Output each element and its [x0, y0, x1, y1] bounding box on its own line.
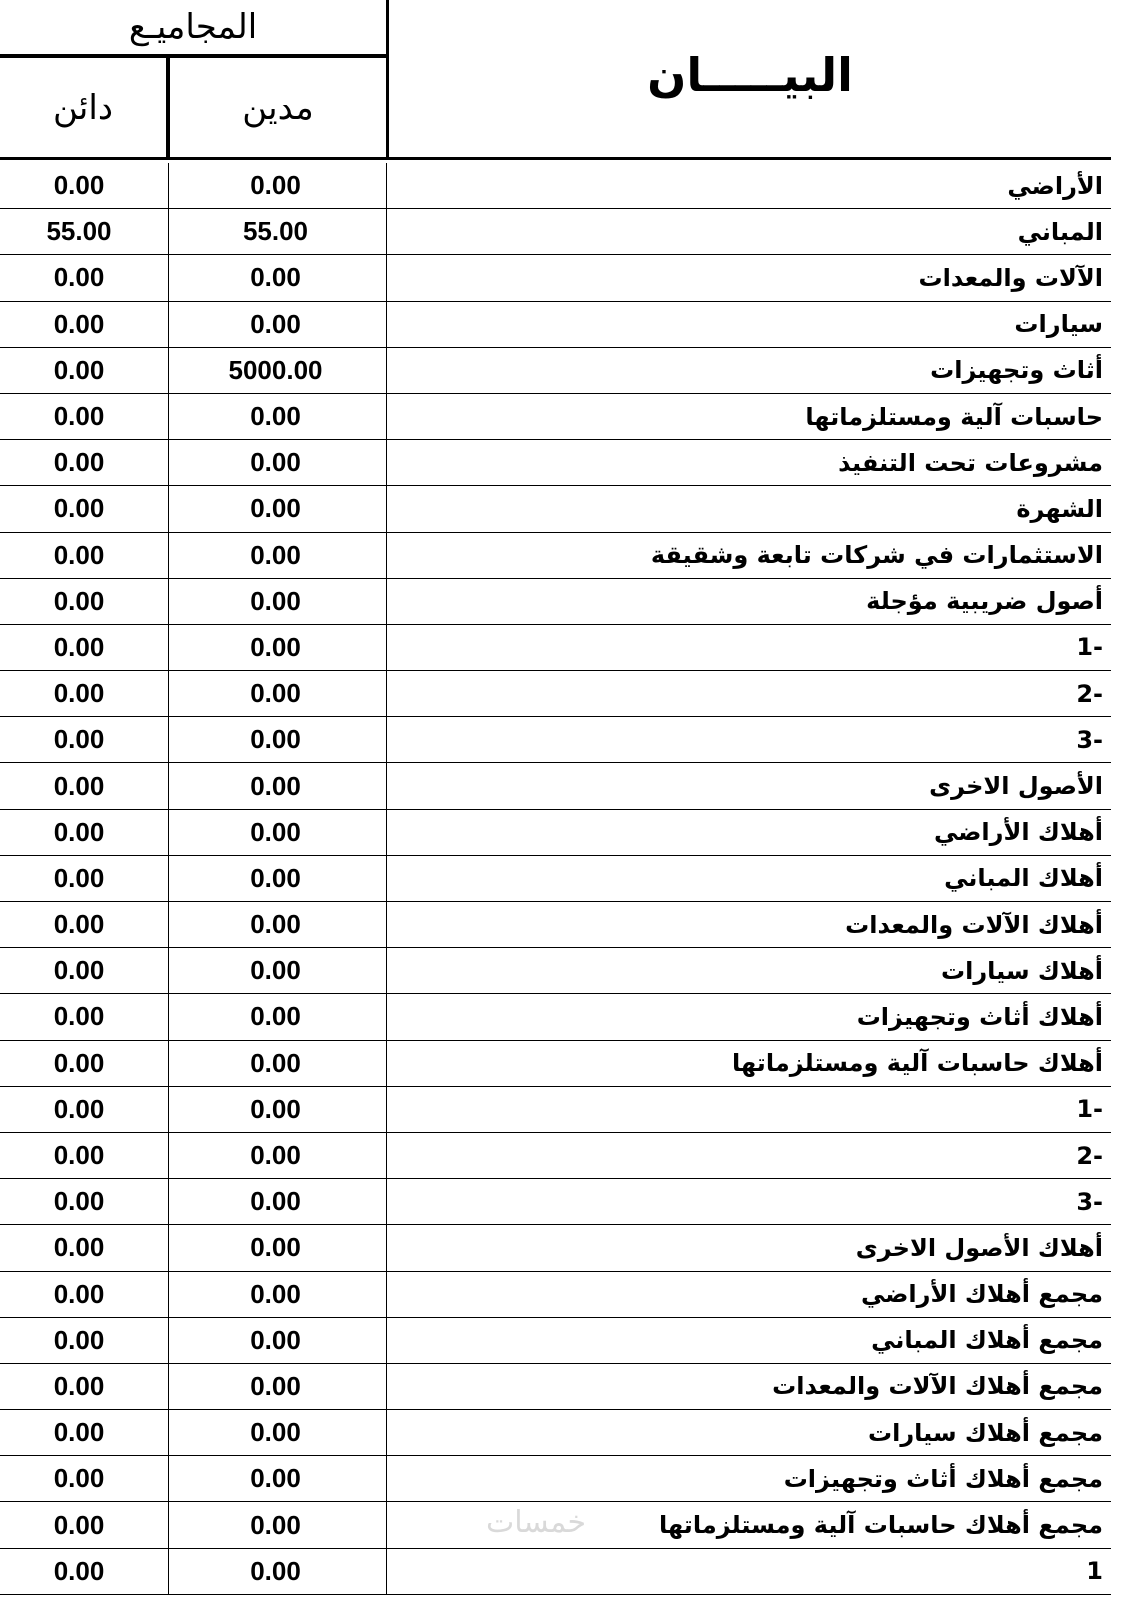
debit-cell[interactable]: 0.00	[168, 902, 386, 948]
credit-cell[interactable]: 0.00	[0, 1133, 168, 1179]
debit-cell[interactable]: 0.00	[168, 579, 386, 625]
table-row	[0, 209, 1111, 255]
credit-cell[interactable]: 0.00	[0, 671, 168, 717]
description-cell[interactable]: -1	[386, 1087, 1111, 1133]
description-cell[interactable]: أهلاك أثاث وتجهيزات	[386, 994, 1111, 1040]
description-cell[interactable]: أهلاك الآلات والمعدات	[386, 902, 1111, 948]
debit-cell[interactable]: 0.00	[168, 994, 386, 1040]
credit-cell[interactable]: 0.00	[0, 394, 168, 440]
credit-cell[interactable]: 0.00	[0, 1364, 168, 1410]
debit-cell[interactable]: 0.00	[168, 810, 386, 856]
description-cell[interactable]: أصول ضريبية مؤجلة	[386, 579, 1111, 625]
table-row	[0, 810, 1111, 856]
debit-cell[interactable]: 0.00	[168, 302, 386, 348]
description-cell[interactable]: -2	[386, 1133, 1111, 1179]
credit-cell[interactable]: 0.00	[0, 255, 168, 301]
credit-cell[interactable]: 0.00	[0, 1410, 168, 1456]
debit-cell[interactable]: 0.00	[168, 486, 386, 532]
credit-cell[interactable]: 0.00	[0, 579, 168, 625]
table-body	[0, 163, 1111, 1595]
description-cell[interactable]: مجمع أهلاك أثاث وتجهيزات	[386, 1456, 1111, 1502]
description-cell[interactable]: -3	[386, 717, 1111, 763]
credit-cell[interactable]: 0.00	[0, 163, 168, 209]
debit-cell[interactable]: 0.00	[168, 1133, 386, 1179]
description-cell[interactable]: -3	[386, 1179, 1111, 1225]
debit-header: مدين	[166, 58, 386, 160]
debit-cell[interactable]: 0.00	[168, 671, 386, 717]
credit-cell[interactable]: 0.00	[0, 1318, 168, 1364]
credit-cell[interactable]: 0.00	[0, 1502, 168, 1548]
debit-cell[interactable]: 0.00	[168, 1364, 386, 1410]
description-cell[interactable]: -2	[386, 671, 1111, 717]
table-row	[0, 763, 1111, 809]
description-cell[interactable]: أهلاك حاسبات آلية ومستلزماتها	[386, 1041, 1111, 1087]
table-row	[0, 671, 1111, 717]
table-row	[0, 1179, 1111, 1225]
description-cell[interactable]: 1	[386, 1549, 1111, 1595]
description-header: البيـــــان	[386, 0, 1111, 160]
debit-cell[interactable]: 0.00	[168, 255, 386, 301]
credit-cell[interactable]: 0.00	[0, 1179, 168, 1225]
table-row	[0, 1133, 1111, 1179]
debit-cell[interactable]: 0.00	[168, 717, 386, 763]
debit-cell[interactable]: 0.00	[168, 1041, 386, 1087]
description-cell[interactable]: الآلات والمعدات	[386, 255, 1111, 301]
credit-cell[interactable]: 0.00	[0, 440, 168, 486]
table-row	[0, 1410, 1111, 1456]
description-cell[interactable]: الاستثمارات في شركات تابعة وشقيقة	[386, 533, 1111, 579]
credit-cell[interactable]: 0.00	[0, 994, 168, 1040]
credit-cell[interactable]: 0.00	[0, 902, 168, 948]
credit-cell[interactable]: 0.00	[0, 302, 168, 348]
description-cell[interactable]: أهلاك المباني	[386, 856, 1111, 902]
credit-cell[interactable]: 0.00	[0, 1549, 168, 1595]
debit-cell[interactable]: 5000.00	[168, 348, 386, 394]
table-row	[0, 717, 1111, 763]
description-cell[interactable]: أهلاك سيارات	[386, 948, 1111, 994]
debit-cell[interactable]: 0.00	[168, 394, 386, 440]
credit-cell[interactable]: 0.00	[0, 1041, 168, 1087]
description-cell[interactable]: مجمع أهلاك المباني	[386, 1318, 1111, 1364]
debit-cell[interactable]: 0.00	[168, 1318, 386, 1364]
credit-cell[interactable]: 0.00	[0, 1225, 168, 1271]
credit-cell[interactable]: 0.00	[0, 486, 168, 532]
credit-cell[interactable]: 0.00	[0, 856, 168, 902]
description-cell[interactable]: مجمع أهلاك الأراضي	[386, 1272, 1111, 1318]
description-cell[interactable]: مجمع أهلاك الآلات والمعدات	[386, 1364, 1111, 1410]
credit-cell[interactable]: 0.00	[0, 763, 168, 809]
debit-cell[interactable]: 0.00	[168, 1225, 386, 1271]
description-cell[interactable]: المباني	[386, 209, 1111, 255]
description-cell[interactable]: مشروعات تحت التنفيذ	[386, 440, 1111, 486]
table-row	[0, 394, 1111, 440]
credit-header: دائن	[0, 58, 166, 160]
table-row	[0, 348, 1111, 394]
description-cell[interactable]: سيارات	[386, 302, 1111, 348]
description-cell[interactable]: حاسبات آلية ومستلزماتها	[386, 394, 1111, 440]
description-cell[interactable]: -1	[386, 625, 1111, 671]
description-cell[interactable]: أهلاك الأصول الاخرى	[386, 1225, 1111, 1271]
debit-cell[interactable]: 0.00	[168, 533, 386, 579]
totals-header: المجاميـع	[0, 0, 386, 58]
table-row	[0, 902, 1111, 948]
debit-cell[interactable]: 0.00	[168, 763, 386, 809]
debit-cell[interactable]: 0.00	[168, 948, 386, 994]
table-row	[0, 533, 1111, 579]
debit-cell[interactable]: 0.00	[168, 625, 386, 671]
table-row	[0, 302, 1111, 348]
debit-cell[interactable]: 0.00	[168, 1456, 386, 1502]
credit-cell[interactable]: 0.00	[0, 625, 168, 671]
credit-cell[interactable]: 0.00	[0, 1456, 168, 1502]
credit-cell[interactable]: 0.00	[0, 533, 168, 579]
table-row	[0, 255, 1111, 301]
table-row	[0, 625, 1111, 671]
table-row	[0, 856, 1111, 902]
table-row	[0, 948, 1111, 994]
debit-cell[interactable]: 0.00	[168, 1410, 386, 1456]
description-cell[interactable]: مجمع أهلاك حاسبات آلية ومستلزماتها	[386, 1502, 1111, 1548]
page-margin	[1111, 0, 1131, 1600]
table-row	[0, 1041, 1111, 1087]
debit-cell[interactable]: 0.00	[168, 856, 386, 902]
table-row	[0, 1549, 1111, 1595]
debit-cell[interactable]: 0.00	[168, 1502, 386, 1548]
debit-cell[interactable]: 0.00	[168, 1179, 386, 1225]
credit-cell[interactable]: 0.00	[0, 717, 168, 763]
debit-cell[interactable]: 0.00	[168, 1087, 386, 1133]
debit-cell[interactable]: 0.00	[168, 1272, 386, 1318]
credit-cell[interactable]: 0.00	[0, 810, 168, 856]
description-cell[interactable]: مجمع أهلاك سيارات	[386, 1410, 1111, 1456]
table-row	[0, 163, 1111, 209]
table-row	[0, 1225, 1111, 1271]
credit-cell[interactable]: 55.00	[0, 209, 168, 255]
description-cell[interactable]: الشهرة	[386, 486, 1111, 532]
debit-cell[interactable]: 55.00	[168, 209, 386, 255]
table-row	[0, 486, 1111, 532]
watermark-logo: خمسات	[486, 1505, 587, 1540]
table-row	[0, 1318, 1111, 1364]
description-cell[interactable]: أهلاك الأراضي	[386, 810, 1111, 856]
credit-cell[interactable]: 0.00	[0, 1272, 168, 1318]
table-row	[0, 1456, 1111, 1502]
table-row	[0, 1272, 1111, 1318]
description-cell[interactable]: الأصول الاخرى	[386, 763, 1111, 809]
table-row	[0, 1087, 1111, 1133]
debit-cell[interactable]: 0.00	[168, 163, 386, 209]
credit-cell[interactable]: 0.00	[0, 348, 168, 394]
table-row	[0, 1364, 1111, 1410]
table-row	[0, 440, 1111, 486]
table-row	[0, 994, 1111, 1040]
credit-cell[interactable]: 0.00	[0, 1087, 168, 1133]
credit-cell[interactable]: 0.00	[0, 948, 168, 994]
table-row	[0, 579, 1111, 625]
debit-cell[interactable]: 0.00	[168, 440, 386, 486]
description-cell[interactable]: الأراضي	[386, 163, 1111, 209]
description-cell[interactable]: أثاث وتجهيزات	[386, 348, 1111, 394]
debit-cell[interactable]: 0.00	[168, 1549, 386, 1595]
